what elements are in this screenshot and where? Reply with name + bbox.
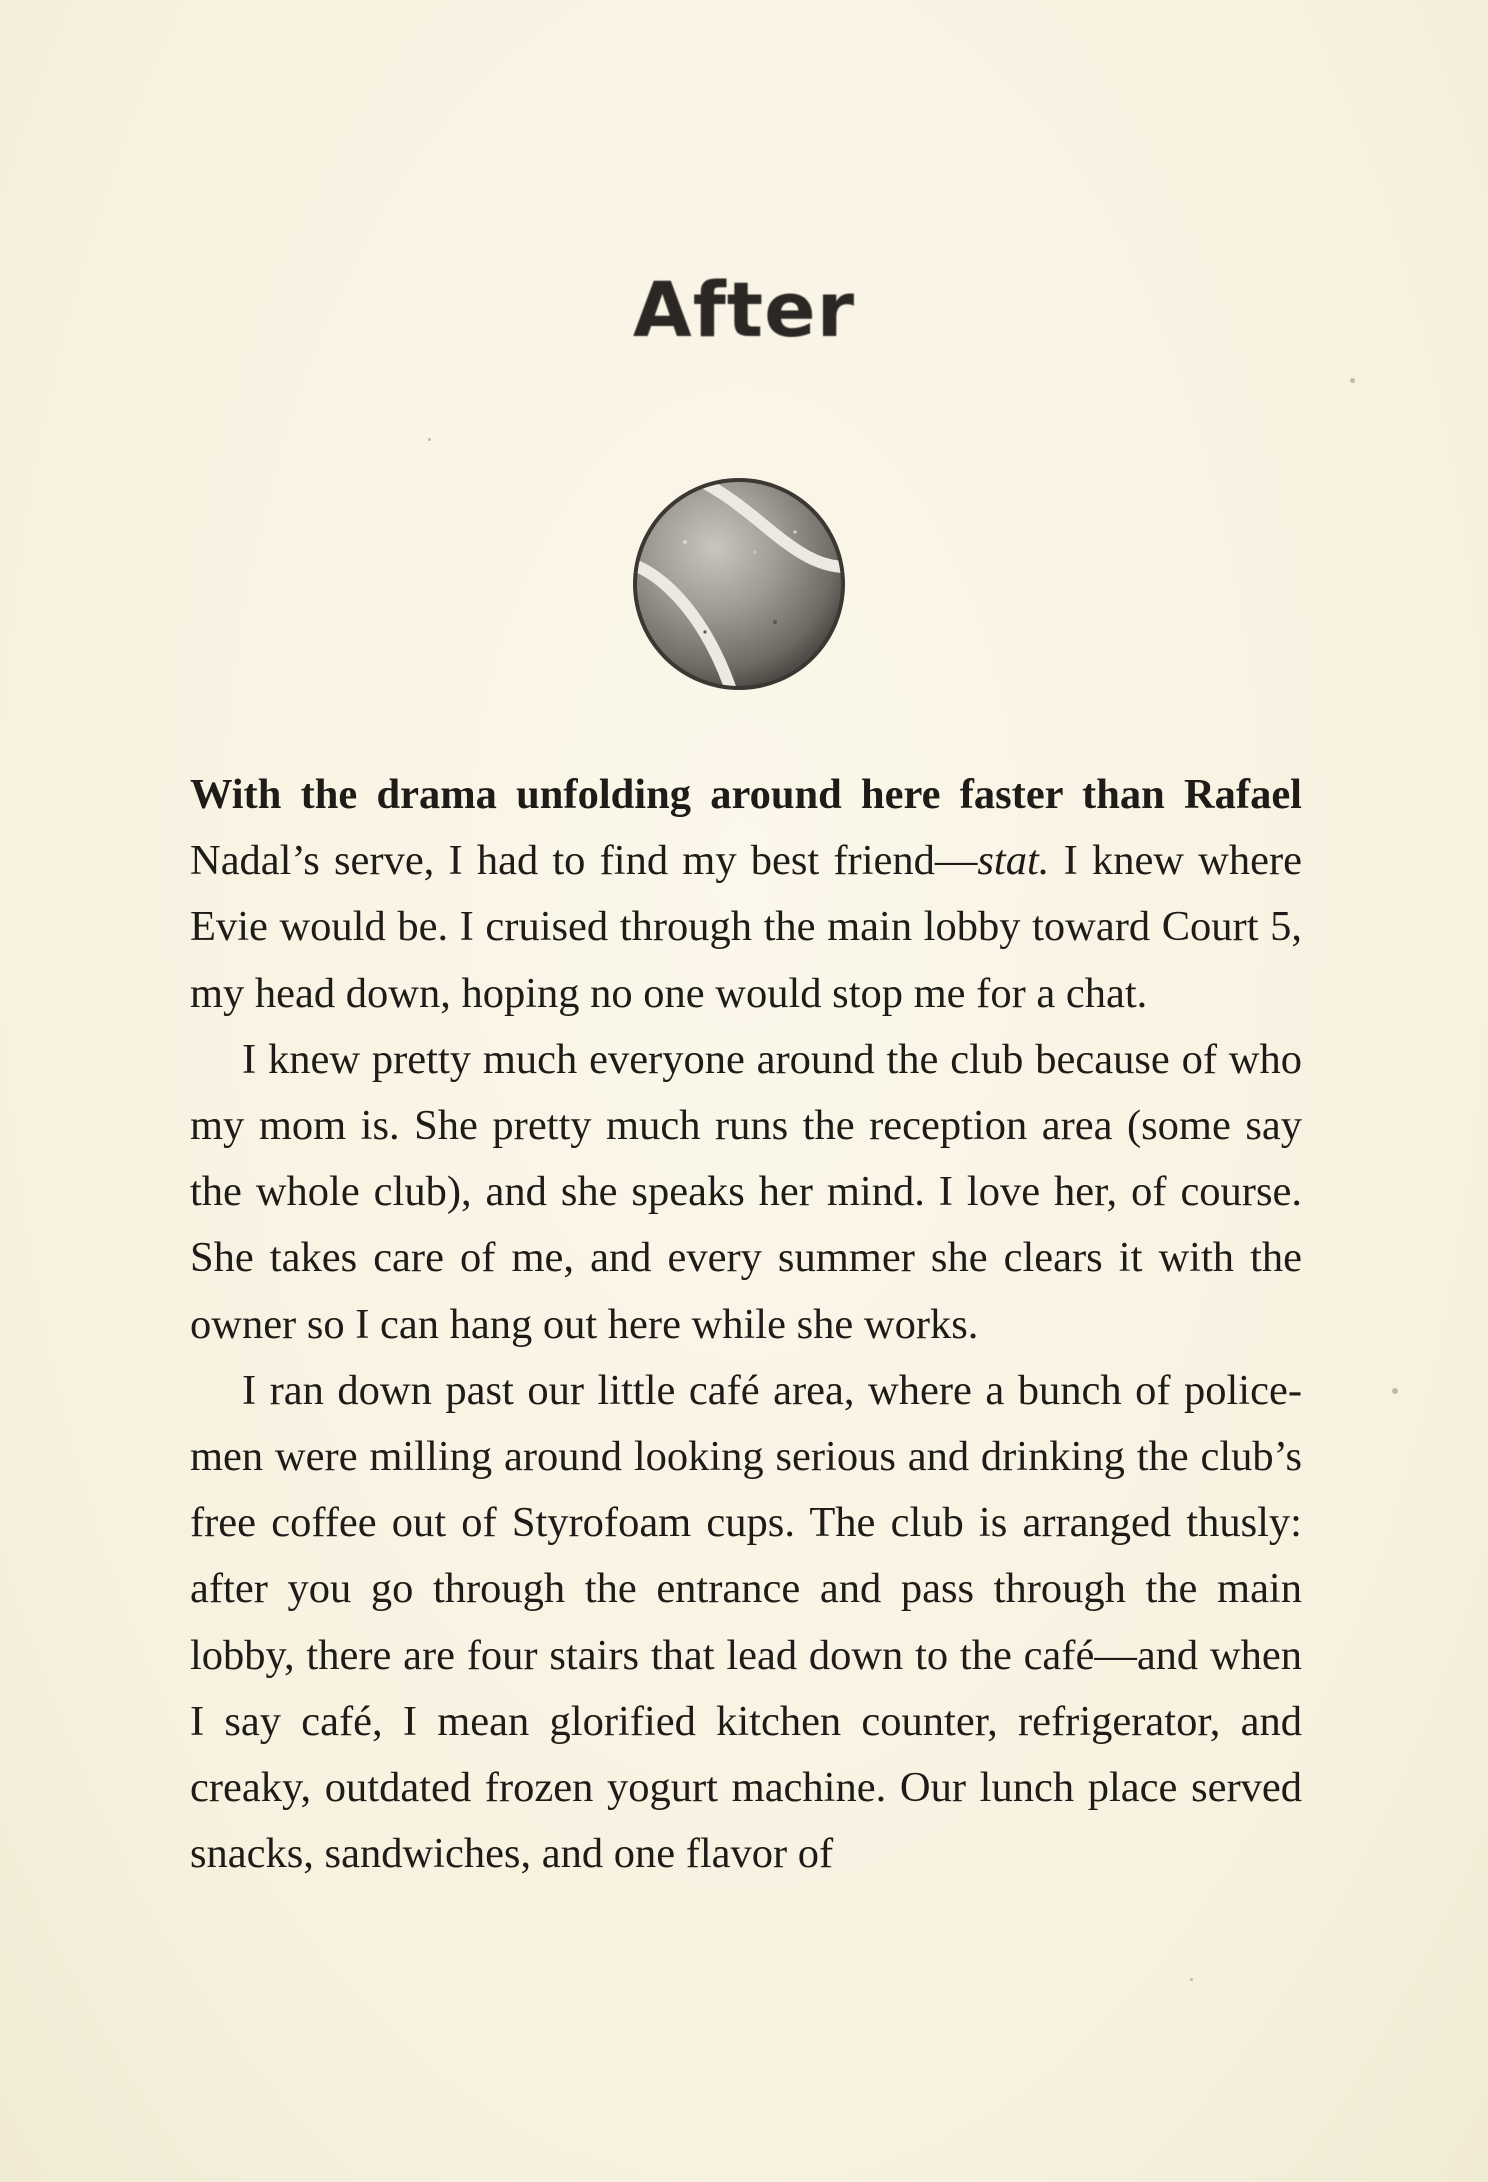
paragraph-1-text-b: I knew where Evie would be. I cruised through the main lobby toward Court 5, my head down, hoping no one would stop me for a chat. [190,837,1303,1017]
paper-speck [1350,378,1355,383]
paragraph-1-text-a: Nadal’s serve, I had to find my best friend— [190,837,978,885]
tennis-ball-icon [625,472,855,692]
paragraph-1 [190,762,1302,1027]
paragraph-3: I ran down past our little café area, where a bunch of policemen were milling around looking serious and drinking the club’s free coffee out of Styrofoam cups. The club is arranged thusly: after you go through the entrance and pass through the main lobby, there are four stairs that lead down to the café—and when I say café, I mean glorified kitchen counter, refrigerator, and creaky, outdated frozen yogurt machine. Our lunch place served snacks, sandwiches, and one flavor of [190,1366,1302,1878]
paragraph-2: I knew pretty much everyone around the club because of who my mom is. She pretty much runs the reception area (some say the whole club), and she speaks her mind. I love her, of course. She takes care of me, and every summer she clears it with the owner so I can hang out here while she works. [190,1035,1302,1348]
paper-speck [1392,1388,1398,1394]
paper-speck [428,438,431,441]
paper-speck [1190,1978,1193,1981]
paragraph-1-emphasis: stat. [977,837,1050,885]
paragraph-1-lead: With the drama unfolding around here faster than Rafael [190,771,1302,818]
chapter-body [190,762,1302,1887]
chapter-title: After [632,265,856,354]
